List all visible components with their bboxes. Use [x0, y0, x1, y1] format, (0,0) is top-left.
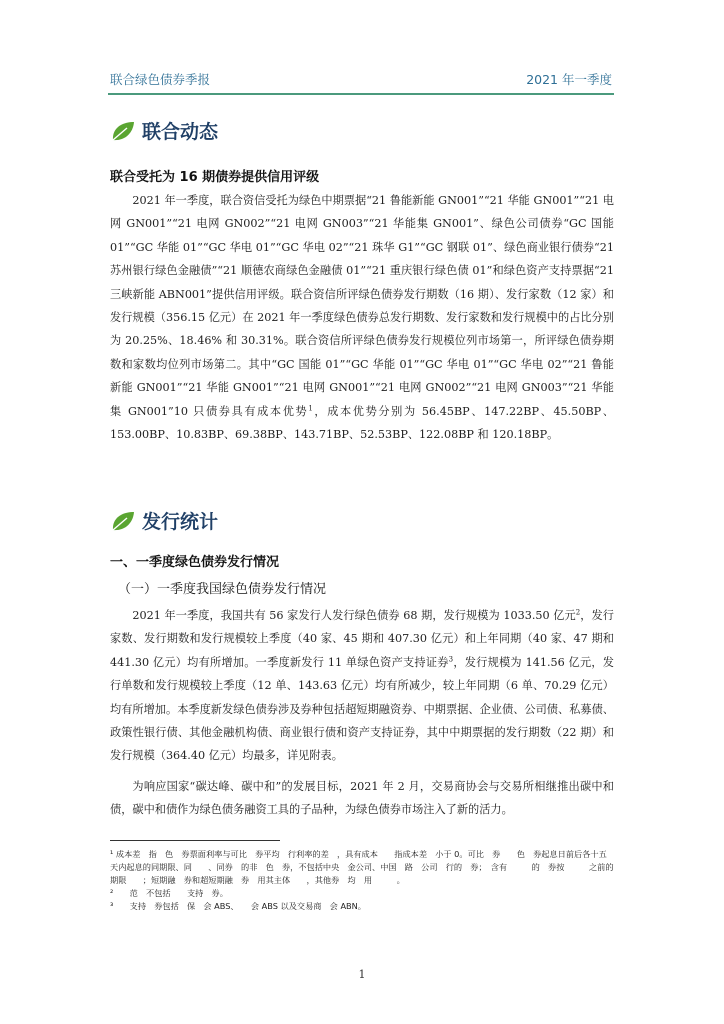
footnote-ref-1[interactable]: 1: [308, 403, 313, 412]
news-paragraph: 2021 年一季度，联合资信受托为绿色中期票据“21 鲁能新能 GN001”“21 华能 GN001”“21 电网 GN001”“21 电网 GN002”“21 电网 GN003”“21 华能集 GN001”、绿色公司债券“GC 国能 01”“GC 华能 01”“GC 华电 01”“GC 华电 02”“21 珠华 G1”“GC 钢联 01”、绿色商业银行债券“21 苏州银行绿色金融债”“21 顺德农商绿色金融债 01”“21 重庆银行绿色债 01”和绿色资产支持票据“21 三峡新能 ABN001”提供信用评级。联合资信所评绿色债券发行期数（16 期）、发行家数（12 家）和发行规模（356.15 亿元）在 2021 年一季度绿色债券总发行期数、发行家数和发行规模中的占比分别为 20.25%、18.46% 和 30.31%。联合资信所评绿色债券发行规模位列市场第一，所评绿色债券期数和家数均位列市场第二。其中“GC 国能 01”“GC 华能 01”“GC 华电 01”“GC 华电 02”“21 鲁能新能 GN001”“21 华能 GN001”“21 电网 GN001”“21 电网 GN002”“21 电网 GN003”“21 华能集 GN001”10 只债券具有成本优势$^1$，成本优势分别为 56.45BP、147.22BP、45.50BP、153.00BP、10.83BP、69.38BP、143.71BP、52.53BP、122.08BP 和 120.18BP。: [110, 194, 614, 442]
stats-paragraph-2: 为响应国家“碳达峰、碳中和”的发展目标，2021 年 2 月，交易商协会与交易所相继推出碳中和债，碳中和债作为绿色债务融资工具的子品种，为绿色债券市场注入了新的活力。: [110, 780, 614, 817]
footnote-1: ¹ 成本差 指 色 券票面利率与可比 券平均 行利率的差 ，具有成本 指成本差 小于 0。可比 券 色 券起息日前后各十五天内起息的同期限、同 、同券 的非 色 券，不包括中央 金公司、中国 路 公司 行的 券； 含有 的 券按 之前的期限 ；短期融 券和超短期融 券 用其主体 ，其他券 均 用 。: [110, 849, 614, 885]
leaf-icon: [110, 120, 136, 142]
footnote-3: ³ 支持 券包括 保 会 ABS、 会 ABS 以及交易商 会 ABN。: [110, 901, 366, 911]
section-title: 联合动态: [142, 121, 219, 143]
news-subtitle: 联合受托为 16 期债券提供信用评级: [110, 170, 320, 185]
header-period: 2021 年一季度: [526, 72, 612, 87]
page-number: 1: [358, 968, 366, 981]
stats-subtitle: 一、一季度绿色债券发行情况: [110, 555, 280, 570]
running-header: [110, 70, 612, 88]
stats-subsubtitle: （一）一季度我国绿色债券发行情况: [118, 582, 327, 597]
section-title: 发行统计: [142, 511, 219, 533]
footnote-ref-2[interactable]: 2: [575, 608, 581, 617]
footnote-ref-3[interactable]: 3: [448, 655, 454, 664]
header-report-title: 联合绿色债券季报: [110, 72, 211, 87]
leaf-icon: [110, 510, 136, 532]
stats-paragraph-1: 2021 年一季度，我国共有 56 家发行人发行绿色债券 68 期，发行规模为 1033.50 亿元$^2$，发行家数、发行期数和发行规模较上季度（40 家、45 期和 407.30 亿元）和上年同期（40 家、47 期和 441.30 亿元）均有所增加。一季度新发行 11 单绿色资产支持证券$^3$，发行规模为 141.56 亿元，发行单数和发行规模较上季度（12 单、143.63 亿元）均有所减少，较上年同期（6 单、70.29 亿元）均有所增加。本季度新发绿色债券涉及券种包括超短期融资券、中期票据、企业债、公司债、私募债、政策性银行债、其他金融机构债、商业银行债和资产支持证券，其中中期票据的发行期数（22 期）和发行规模（364.40 亿元）均最多，详见附表。: [110, 608, 614, 763]
section-heading-issuance-stats: [110, 507, 218, 534]
section-heading-union-news: [110, 117, 218, 144]
footnote-2: ² 范 不包括 支持 券。: [110, 888, 228, 898]
footnote-rule: [110, 840, 280, 841]
header-rule: [108, 93, 614, 95]
footnotes: [110, 848, 614, 913]
